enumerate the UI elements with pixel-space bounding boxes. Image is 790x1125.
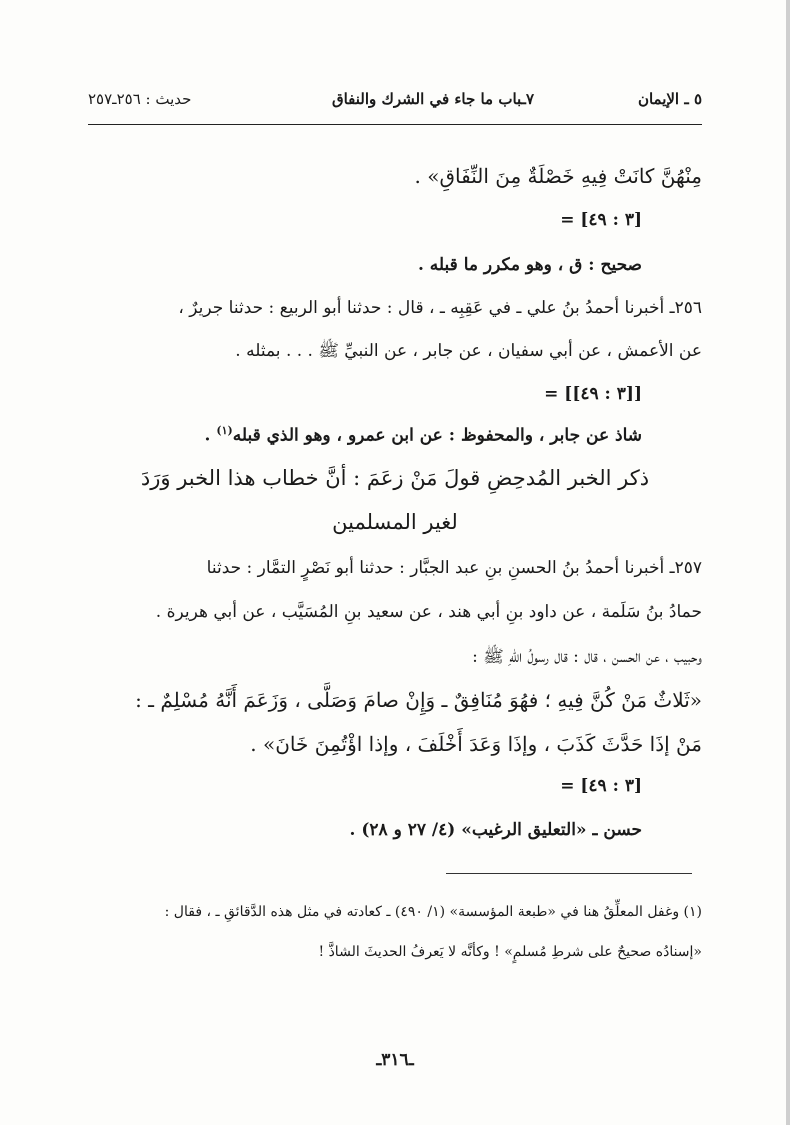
grading-text: شاذ عن جابر ، والمحفوظ : عن ابن عمرو ، وهو الذي قبله bbox=[232, 425, 642, 446]
grading: صحيح : ق ، وهو مكرر ما قبله . bbox=[417, 255, 642, 275]
cross-reference: = [٣ : ٤٩] bbox=[560, 776, 642, 796]
hadith-257-text: مَنْ إذَا حَدَّثَ كَذَبَ ، وإذَا وَعَدَ أَخْلَفَ ، وإذا اؤْتُمِنَ خَانَ» . bbox=[250, 732, 702, 756]
cross-reference: = [٣ : ٤٩] bbox=[560, 210, 642, 230]
cross-reference: = [[٣ : ٤٩]] bbox=[544, 384, 642, 404]
grading: حسن ـ «التعليق الرغيب» (٤/ ٢٧ و ٢٨) . bbox=[349, 820, 642, 840]
hadith-257-isnad: حمادُ بنُ سَلَمة ، عن داود بنِ أبي هند ، عن سعيد بنِ المُسَيَّب ، عن أبي هريرة . bbox=[155, 602, 702, 622]
header-rule bbox=[88, 124, 702, 125]
hadith-257-isnad: ٢٥٧ـ أخبرنا أحمدُ بنُ الحسنِ بنِ عبد الجبَّار : حدثنا أبو نَصْرٍ التمَّار : حدثنا bbox=[206, 558, 702, 578]
page-number: ـ٣١٦ـ bbox=[376, 1050, 414, 1070]
hadith-256-isnad: عن الأعمش ، عن أبي سفيان ، عن جابر ، عن النبيِّ ﷺ . . . بمثله . bbox=[235, 341, 702, 361]
footnote-text: «إسنادُه صحيحٌ على شرطِ مُسلمٍ» ! وكأنَّه لا يَعرفُ الحديثَ الشاذَّ ! bbox=[318, 944, 702, 960]
hadith-256-isnad: ٢٥٦ـ أخبرنا أحمدُ بنُ علي ـ في عَقِبِه ـ ، قال : حدثنا أبو الربيع : حدثنا جريرٌ ، bbox=[178, 298, 702, 318]
running-header bbox=[88, 90, 702, 120]
grading-end: . bbox=[204, 425, 217, 446]
chapter-title: ٥ ـ الإيمان bbox=[637, 90, 702, 108]
chapter-heading: ذكر الخبر المُدحِضِ قولَ مَنْ زعَمَ : أنَّ خطاب هذا الخبر وَرَدَ bbox=[140, 466, 650, 490]
footnote-marker: (١) bbox=[216, 424, 233, 437]
footnote-text: (١) وغفل المعلِّقُ هنا في «طبعة المؤسسة» (١/ ٤٩٠) ـ كعادته في مثل هذه الدَّقائقِ ـ ، فقال : bbox=[164, 904, 702, 920]
footnote-rule bbox=[446, 873, 692, 874]
chapter-heading: لغير المسلمين bbox=[332, 510, 458, 534]
grading bbox=[205, 424, 643, 446]
hadith-range: حديث : ٢٥٦ـ٢٥٧ bbox=[88, 90, 192, 108]
page-edge bbox=[786, 0, 790, 1125]
hadith-257-text: «ثَلاثٌ مَنْ كُنَّ فِيهِ ؛ فهُوَ مُنَافِقٌ ـ وَإِنْ صامَ وَصَلَّى ، وَزَعَمَ أَنَّهُ مُسْلِمٌ ـ : bbox=[135, 688, 702, 712]
hadith-text-line: مِنْهُنَّ كانَتْ فِيهِ خَصْلَةٌ مِنَ النِّفَاقِ» . bbox=[414, 164, 702, 188]
hadith-257-isnad: وحبيب ، عن الحسن ، قال : قال رسولُ اللّهِ ﷺ : bbox=[472, 647, 702, 667]
section-title: ٧ـباب ما جاء في الشرك والنفاق bbox=[331, 90, 534, 108]
